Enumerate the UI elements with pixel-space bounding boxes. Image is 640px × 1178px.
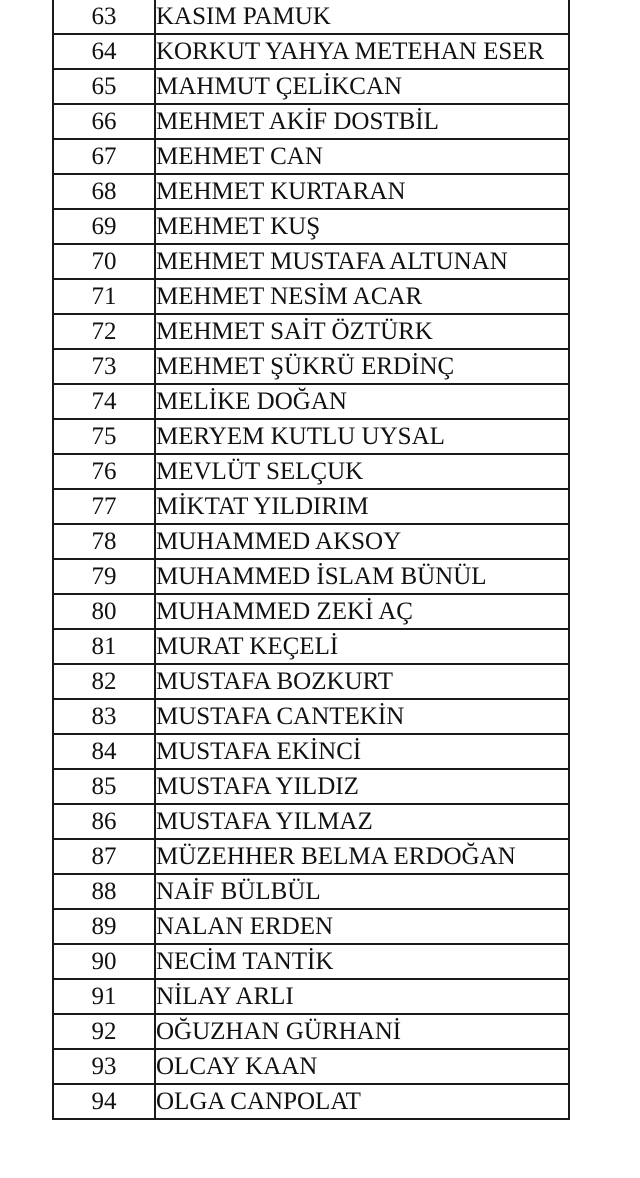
person-name: NALAN ERDEN: [156, 913, 334, 940]
table-row: [53, 209, 569, 244]
person-name: MEHMET SAİT ÖZTÜRK: [156, 318, 433, 345]
row-number: 74: [53, 384, 155, 419]
row-number: 92: [53, 1014, 155, 1049]
person-name-cell: [155, 279, 569, 314]
person-name-cell: [155, 664, 569, 699]
person-name-cell: [155, 734, 569, 769]
row-number: 86: [53, 804, 155, 839]
person-name-cell: [155, 489, 569, 524]
person-name-cell: [155, 384, 569, 419]
person-name-cell: [155, 594, 569, 629]
person-name-cell: [155, 349, 569, 384]
table-row: [53, 769, 569, 804]
row-number: 80: [53, 594, 155, 629]
row-number: 77: [53, 489, 155, 524]
table-row: [53, 69, 569, 104]
table-row: [53, 104, 569, 139]
table-row: [53, 174, 569, 209]
table-row: [53, 909, 569, 944]
person-name-cell: [155, 629, 569, 664]
person-name: OĞUZHAN GÜRHANİ: [156, 1018, 402, 1045]
person-name-cell: [155, 104, 569, 139]
table-row: [53, 629, 569, 664]
person-name-cell: [155, 174, 569, 209]
table-row: [53, 34, 569, 69]
person-name-cell: [155, 699, 569, 734]
table-row: [53, 874, 569, 909]
table-body: [53, 0, 569, 1119]
person-name-cell: [155, 209, 569, 244]
table-row: [53, 489, 569, 524]
person-name-cell: [155, 1084, 569, 1119]
row-number: 84: [53, 734, 155, 769]
row-number: 63: [53, 0, 155, 34]
table-row: [53, 454, 569, 489]
person-name: MUHAMMED AKSOY: [156, 528, 402, 555]
row-number: 68: [53, 174, 155, 209]
person-name: MUHAMMED ZEKİ AÇ: [156, 598, 413, 625]
person-name-cell: [155, 979, 569, 1014]
person-name-cell: [155, 34, 569, 69]
table-row: [53, 1084, 569, 1119]
person-name: NİLAY ARLI: [156, 983, 294, 1010]
table-row: [53, 349, 569, 384]
table-row: [53, 699, 569, 734]
row-number: 93: [53, 1049, 155, 1084]
person-name-cell: [155, 559, 569, 594]
person-name-cell: [155, 524, 569, 559]
row-number: 70: [53, 244, 155, 279]
row-number: 90: [53, 944, 155, 979]
person-name-cell: [155, 69, 569, 104]
person-name: MUSTAFA YILMAZ: [156, 808, 373, 835]
person-name: OLCAY KAAN: [156, 1053, 318, 1080]
person-name: KORKUT YAHYA METEHAN ESER: [156, 38, 545, 65]
person-name: MEHMET NESİM ACAR: [156, 283, 423, 310]
person-name: MAHMUT ÇELİKCAN: [156, 73, 403, 100]
person-name: MEHMET ŞÜKRÜ ERDİNÇ: [156, 353, 455, 380]
table-row: [53, 314, 569, 349]
table-row: [53, 139, 569, 174]
person-name: MEVLÜT SELÇUK: [156, 458, 364, 485]
row-number: 94: [53, 1084, 155, 1119]
row-number: 87: [53, 839, 155, 874]
person-name: MEHMET CAN: [156, 143, 323, 170]
table-row: [53, 419, 569, 454]
table-row: [53, 0, 569, 34]
row-number: 72: [53, 314, 155, 349]
table-row: [53, 734, 569, 769]
person-name: MELİKE DOĞAN: [156, 388, 347, 415]
person-name-cell: [155, 874, 569, 909]
row-number: 75: [53, 419, 155, 454]
person-name: KASIM PAMUK: [156, 3, 331, 30]
row-number: 82: [53, 664, 155, 699]
table-row: [53, 979, 569, 1014]
row-number: 89: [53, 909, 155, 944]
person-name: MEHMET KUŞ: [156, 213, 321, 240]
row-number: 65: [53, 69, 155, 104]
row-number: 91: [53, 979, 155, 1014]
person-name-cell: [155, 139, 569, 174]
table-row: [53, 559, 569, 594]
table-row: [53, 944, 569, 979]
person-name-cell: [155, 769, 569, 804]
row-number: 76: [53, 454, 155, 489]
row-number: 67: [53, 139, 155, 174]
row-number: 66: [53, 104, 155, 139]
table-row: [53, 524, 569, 559]
row-number: 78: [53, 524, 155, 559]
table-row: [53, 804, 569, 839]
table-row: [53, 279, 569, 314]
person-name-cell: [155, 419, 569, 454]
row-number: 71: [53, 279, 155, 314]
person-name: MEHMET AKİF DOSTBİL: [156, 108, 439, 135]
person-name-cell: [155, 454, 569, 489]
row-number: 83: [53, 699, 155, 734]
row-number: 85: [53, 769, 155, 804]
name-list-sheet: [52, 0, 570, 1120]
person-name: MİKTAT YILDIRIM: [156, 493, 369, 520]
person-name: MUHAMMED İSLAM BÜNÜL: [156, 563, 487, 590]
person-name-cell: [155, 839, 569, 874]
person-name: MÜZEHHER BELMA ERDOĞAN: [156, 843, 516, 870]
table-row: [53, 664, 569, 699]
row-number: 88: [53, 874, 155, 909]
person-name: MUSTAFA CANTEKİN: [156, 703, 405, 730]
person-name-cell: [155, 909, 569, 944]
row-number: 64: [53, 34, 155, 69]
person-name: MUSTAFA YILDIZ: [156, 773, 359, 800]
table-row: [53, 384, 569, 419]
person-name-cell: [155, 804, 569, 839]
person-name: MERYEM KUTLU UYSAL: [156, 423, 445, 450]
name-list-table: [52, 0, 570, 1120]
person-name: MUSTAFA BOZKURT: [156, 668, 394, 695]
person-name: MEHMET KURTARAN: [156, 178, 406, 205]
person-name-cell: [155, 944, 569, 979]
row-number: 79: [53, 559, 155, 594]
person-name-cell: [155, 0, 569, 34]
person-name-cell: [155, 314, 569, 349]
person-name: OLGA CANPOLAT: [156, 1088, 361, 1115]
row-number: 69: [53, 209, 155, 244]
person-name-cell: [155, 244, 569, 279]
table-row: [53, 839, 569, 874]
row-number: 73: [53, 349, 155, 384]
person-name: MEHMET MUSTAFA ALTUNAN: [156, 248, 508, 275]
table-row: [53, 244, 569, 279]
person-name-cell: [155, 1049, 569, 1084]
person-name: NAİF BÜLBÜL: [156, 878, 321, 905]
table-row: [53, 1014, 569, 1049]
person-name: MURAT KEÇELİ: [156, 633, 339, 660]
row-number: 81: [53, 629, 155, 664]
person-name-cell: [155, 1014, 569, 1049]
person-name: MUSTAFA EKİNCİ: [156, 738, 362, 765]
table-row: [53, 1049, 569, 1084]
table-row: [53, 594, 569, 629]
person-name: NECİM TANTİK: [156, 948, 334, 975]
